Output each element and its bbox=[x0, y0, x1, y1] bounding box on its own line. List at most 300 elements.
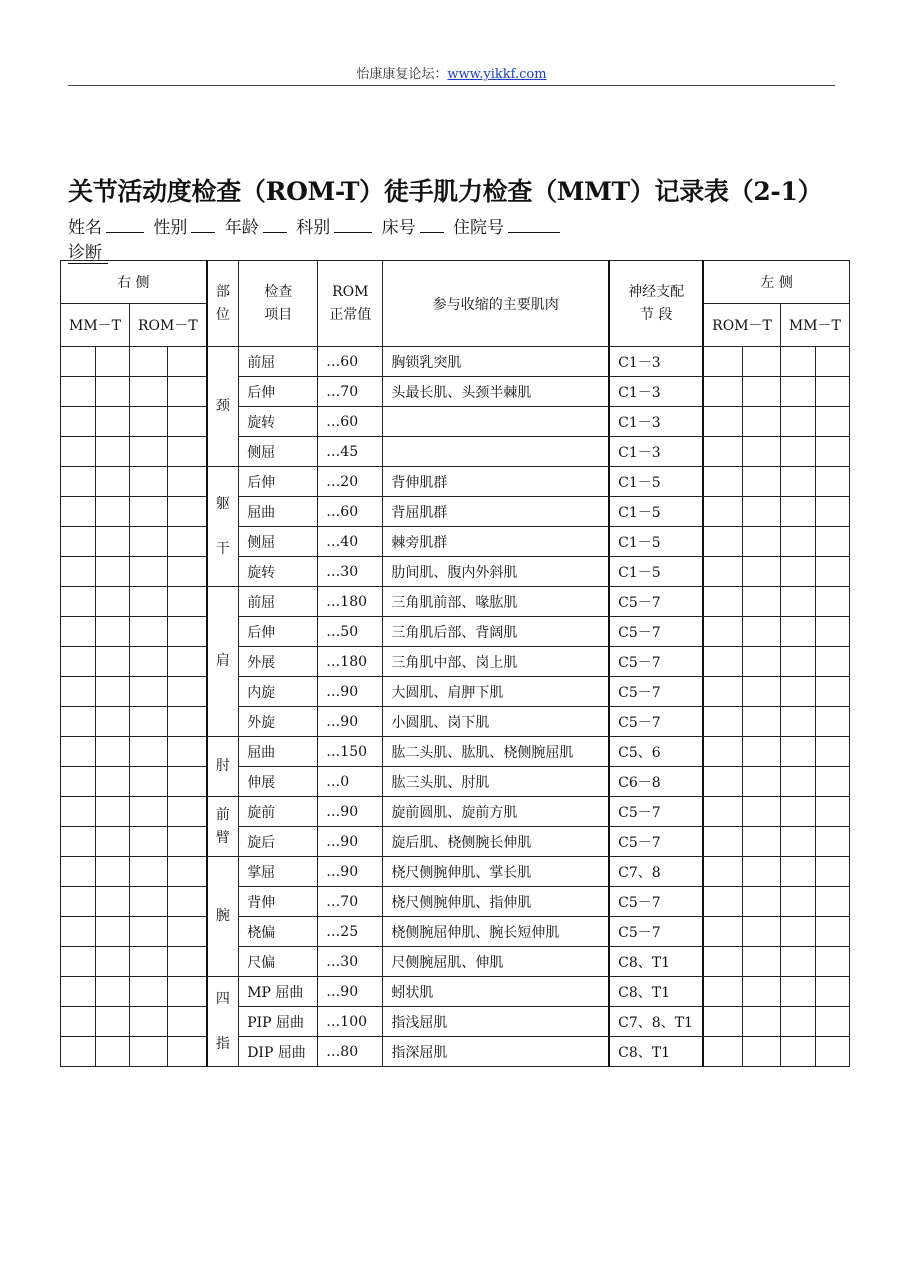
dept-label: 科别 bbox=[296, 218, 331, 238]
left-mmt-cell[interactable] bbox=[815, 497, 849, 527]
right-romt-cell[interactable] bbox=[130, 767, 168, 797]
right-romt-cell[interactable] bbox=[130, 947, 168, 977]
muscle-cell: 大圆肌、肩胛下肌 bbox=[383, 677, 609, 707]
left-romt-cell[interactable] bbox=[703, 437, 742, 467]
rom-mmt-record-table bbox=[60, 260, 850, 1067]
right-mmt-cell[interactable] bbox=[61, 587, 96, 617]
table-row bbox=[61, 617, 850, 647]
right-mmt-cell[interactable] bbox=[61, 1037, 96, 1067]
left-mmt-cell[interactable] bbox=[815, 557, 849, 587]
right-mmt-cell[interactable] bbox=[61, 377, 96, 407]
body-part-cell: 腕 bbox=[207, 857, 239, 977]
left-mmt-cell[interactable] bbox=[780, 527, 815, 557]
right-romt-cell[interactable] bbox=[130, 407, 168, 437]
left-mmt-cell[interactable] bbox=[815, 527, 849, 557]
left-romt-cell[interactable] bbox=[703, 917, 742, 947]
left-romt-cell[interactable] bbox=[703, 497, 742, 527]
right-romt-cell[interactable] bbox=[130, 707, 168, 737]
muscle-cell: 桡侧腕屈伸肌、腕长短伸肌 bbox=[383, 917, 609, 947]
left-mmt-cell[interactable] bbox=[780, 587, 815, 617]
right-mmt-header: MM－T bbox=[61, 304, 130, 347]
left-romt-cell[interactable] bbox=[742, 947, 780, 977]
rom-normal-cell: …60 bbox=[318, 347, 383, 377]
right-romt-cell[interactable] bbox=[168, 677, 207, 707]
right-romt-cell[interactable] bbox=[168, 407, 207, 437]
muscle-cell: 肱二头肌、肱肌、桡侧腕屈肌 bbox=[383, 737, 609, 767]
right-mmt-cell[interactable] bbox=[96, 767, 130, 797]
nerve-cell: C8、T1 bbox=[609, 977, 703, 1007]
table-row bbox=[61, 347, 850, 377]
right-mmt-cell[interactable] bbox=[61, 977, 96, 1007]
body-part-cell: 颈 bbox=[207, 347, 239, 467]
right-romt-cell[interactable] bbox=[130, 467, 168, 497]
left-mmt-cell[interactable] bbox=[815, 887, 849, 917]
right-mmt-cell[interactable] bbox=[61, 617, 96, 647]
left-romt-cell[interactable] bbox=[742, 767, 780, 797]
admission-label: 住院号 bbox=[453, 218, 505, 238]
muscle-cell: 三角肌后部、背阔肌 bbox=[383, 617, 609, 647]
right-mmt-cell[interactable] bbox=[96, 797, 130, 827]
right-mmt-cell[interactable] bbox=[96, 347, 130, 377]
right-romt-cell[interactable] bbox=[168, 527, 207, 557]
sex-label: 性别 bbox=[153, 218, 188, 238]
table-row bbox=[61, 467, 850, 497]
left-mmt-cell[interactable] bbox=[815, 407, 849, 437]
left-romt-cell[interactable] bbox=[742, 527, 780, 557]
right-mmt-cell[interactable] bbox=[96, 977, 130, 1007]
left-mmt-cell[interactable] bbox=[780, 677, 815, 707]
body-part-cell: 肘 bbox=[207, 737, 239, 797]
left-romt-cell[interactable] bbox=[703, 527, 742, 557]
table-row bbox=[61, 857, 850, 887]
left-mmt-cell[interactable] bbox=[815, 377, 849, 407]
left-romt-cell[interactable] bbox=[742, 557, 780, 587]
left-romt-cell[interactable] bbox=[742, 377, 780, 407]
left-mmt-cell[interactable] bbox=[815, 587, 849, 617]
left-mmt-cell[interactable] bbox=[780, 797, 815, 827]
right-mmt-cell[interactable] bbox=[61, 527, 96, 557]
left-mmt-cell[interactable] bbox=[780, 377, 815, 407]
movement-cell: 外旋 bbox=[239, 707, 318, 737]
left-romt-cell[interactable] bbox=[742, 677, 780, 707]
right-romt-cell[interactable] bbox=[130, 737, 168, 767]
right-mmt-cell[interactable] bbox=[61, 887, 96, 917]
right-mmt-cell[interactable] bbox=[61, 947, 96, 977]
left-mmt-cell[interactable] bbox=[780, 647, 815, 677]
rom-normal-cell: …150 bbox=[318, 737, 383, 767]
left-romt-cell[interactable] bbox=[742, 497, 780, 527]
muscle-cell: 背伸肌群 bbox=[383, 467, 609, 497]
rom-normal-cell: …90 bbox=[318, 677, 383, 707]
left-romt-cell[interactable] bbox=[703, 887, 742, 917]
table-row bbox=[61, 767, 850, 797]
muscle-cell: 肱三头肌、肘肌 bbox=[383, 767, 609, 797]
left-romt-cell[interactable] bbox=[703, 707, 742, 737]
left-mmt-cell[interactable] bbox=[780, 1037, 815, 1067]
age-field[interactable] bbox=[263, 218, 287, 233]
right-romt-cell[interactable] bbox=[130, 617, 168, 647]
table-row bbox=[61, 527, 850, 557]
admission-field[interactable] bbox=[508, 218, 560, 233]
right-mmt-cell[interactable] bbox=[96, 887, 130, 917]
left-romt-cell[interactable] bbox=[703, 797, 742, 827]
right-romt-cell[interactable] bbox=[130, 437, 168, 467]
nerve-cell: C5、6 bbox=[609, 737, 703, 767]
right-romt-cell[interactable] bbox=[168, 617, 207, 647]
forum-link[interactable]: www.yikkf.com bbox=[447, 67, 547, 82]
body-part-cell: 躯 干 bbox=[207, 467, 239, 587]
left-romt-cell[interactable] bbox=[703, 407, 742, 437]
left-romt-cell[interactable] bbox=[742, 977, 780, 1007]
patient-info-line bbox=[68, 213, 564, 238]
nerve-cell: C1－5 bbox=[609, 527, 703, 557]
left-mmt-cell[interactable] bbox=[780, 767, 815, 797]
muscle-cell: 旋后肌、桡侧腕长伸肌 bbox=[383, 827, 609, 857]
right-mmt-cell[interactable] bbox=[96, 827, 130, 857]
sex-field[interactable] bbox=[191, 218, 215, 233]
left-mmt-cell[interactable] bbox=[815, 767, 849, 797]
right-romt-cell[interactable] bbox=[168, 857, 207, 887]
left-romt-cell[interactable] bbox=[703, 737, 742, 767]
muscle-cell: 三角肌前部、喙肱肌 bbox=[383, 587, 609, 617]
nerve-cell: C7、8 bbox=[609, 857, 703, 887]
right-romt-cell[interactable] bbox=[130, 557, 168, 587]
right-mmt-cell[interactable] bbox=[96, 437, 130, 467]
table-row bbox=[61, 737, 850, 767]
left-mmt-cell[interactable] bbox=[780, 437, 815, 467]
right-romt-cell[interactable] bbox=[130, 587, 168, 617]
left-romt-cell[interactable] bbox=[703, 827, 742, 857]
right-mmt-cell[interactable] bbox=[96, 467, 130, 497]
right-romt-cell[interactable] bbox=[168, 797, 207, 827]
rom-normal-cell: …45 bbox=[318, 437, 383, 467]
left-romt-cell[interactable] bbox=[703, 857, 742, 887]
movement-cell: MP 屈曲 bbox=[239, 977, 318, 1007]
left-mmt-cell[interactable] bbox=[780, 827, 815, 857]
right-mmt-cell[interactable] bbox=[96, 1007, 130, 1037]
right-romt-cell[interactable] bbox=[130, 347, 168, 377]
rom-normal-cell: …0 bbox=[318, 767, 383, 797]
left-mmt-cell[interactable] bbox=[780, 737, 815, 767]
body-part-cell: 肩 bbox=[207, 587, 239, 737]
left-romt-cell[interactable] bbox=[703, 977, 742, 1007]
name-label: 姓名 bbox=[68, 218, 102, 238]
left-mmt-cell[interactable] bbox=[780, 467, 815, 497]
right-mmt-cell[interactable] bbox=[96, 707, 130, 737]
left-mmt-cell[interactable] bbox=[815, 947, 849, 977]
right-romt-cell[interactable] bbox=[130, 917, 168, 947]
right-romt-cell[interactable] bbox=[168, 917, 207, 947]
left-romt-cell[interactable] bbox=[703, 587, 742, 617]
left-mmt-cell[interactable] bbox=[780, 857, 815, 887]
left-romt-cell[interactable] bbox=[742, 827, 780, 857]
left-romt-cell[interactable] bbox=[703, 647, 742, 677]
left-mmt-cell[interactable] bbox=[780, 497, 815, 527]
right-romt-cell[interactable] bbox=[168, 647, 207, 677]
left-romt-cell[interactable] bbox=[742, 1037, 780, 1067]
right-romt-cell[interactable] bbox=[130, 377, 168, 407]
left-mmt-cell[interactable] bbox=[815, 797, 849, 827]
movement-cell: 侧屈 bbox=[239, 437, 318, 467]
right-mmt-cell[interactable] bbox=[96, 917, 130, 947]
right-mmt-cell[interactable] bbox=[61, 857, 96, 887]
left-mmt-cell[interactable] bbox=[780, 347, 815, 377]
rom-normal-cell: …60 bbox=[318, 497, 383, 527]
right-romt-cell[interactable] bbox=[168, 587, 207, 617]
muscle-cell: 指深屈肌 bbox=[383, 1037, 609, 1067]
table-row bbox=[61, 947, 850, 977]
right-mmt-cell[interactable] bbox=[96, 677, 130, 707]
right-mmt-cell[interactable] bbox=[61, 437, 96, 467]
nerve-cell: C5－7 bbox=[609, 587, 703, 617]
dept-field[interactable] bbox=[334, 218, 372, 233]
document-title: 关节活动度检查（ROM-T）徒手肌力检查（MMT）记录表（2-1） bbox=[68, 177, 823, 206]
right-mmt-cell[interactable] bbox=[96, 947, 130, 977]
left-mmt-cell[interactable] bbox=[780, 887, 815, 917]
right-romt-cell[interactable] bbox=[168, 437, 207, 467]
right-romt-cell[interactable] bbox=[168, 347, 207, 377]
nerve-cell: C1－3 bbox=[609, 437, 703, 467]
right-romt-cell[interactable] bbox=[168, 707, 207, 737]
right-mmt-cell[interactable] bbox=[61, 737, 96, 767]
right-romt-cell[interactable] bbox=[130, 497, 168, 527]
age-label: 年龄 bbox=[224, 218, 259, 238]
rom-normal-cell: …20 bbox=[318, 467, 383, 497]
left-romt-header: ROM－T bbox=[703, 304, 780, 347]
part-header: 部 位 bbox=[207, 261, 239, 347]
movement-cell: 后伸 bbox=[239, 377, 318, 407]
muscle-cell: 胸锁乳突肌 bbox=[383, 347, 609, 377]
right-mmt-cell[interactable] bbox=[96, 737, 130, 767]
left-mmt-cell[interactable] bbox=[780, 1007, 815, 1037]
left-romt-cell[interactable] bbox=[703, 1037, 742, 1067]
table-row bbox=[61, 1037, 850, 1067]
right-romt-cell[interactable] bbox=[130, 797, 168, 827]
right-romt-cell[interactable] bbox=[130, 887, 168, 917]
right-romt-cell[interactable] bbox=[168, 947, 207, 977]
muscle-cell: 肋间肌、腹内外斜肌 bbox=[383, 557, 609, 587]
right-romt-cell[interactable] bbox=[130, 677, 168, 707]
movement-cell: 侧屈 bbox=[239, 527, 318, 557]
diagnosis-label[interactable]: 诊断 bbox=[68, 243, 108, 264]
right-side-header: 右 侧 bbox=[61, 261, 207, 304]
left-mmt-cell[interactable] bbox=[815, 917, 849, 947]
left-mmt-cell[interactable] bbox=[815, 1037, 849, 1067]
left-mmt-cell[interactable] bbox=[815, 617, 849, 647]
left-romt-cell[interactable] bbox=[742, 887, 780, 917]
left-romt-cell[interactable] bbox=[742, 467, 780, 497]
right-mmt-cell[interactable] bbox=[61, 497, 96, 527]
muscle-cell: 背屈肌群 bbox=[383, 497, 609, 527]
left-mmt-cell[interactable] bbox=[815, 437, 849, 467]
right-romt-cell[interactable] bbox=[168, 977, 207, 1007]
right-mmt-cell[interactable] bbox=[96, 407, 130, 437]
rom-normal-cell: …180 bbox=[318, 647, 383, 677]
left-romt-cell[interactable] bbox=[742, 617, 780, 647]
right-mmt-cell[interactable] bbox=[61, 917, 96, 947]
left-mmt-cell[interactable] bbox=[780, 707, 815, 737]
right-mmt-cell[interactable] bbox=[96, 557, 130, 587]
left-mmt-cell[interactable] bbox=[780, 617, 815, 647]
movement-cell: 掌屈 bbox=[239, 857, 318, 887]
right-mmt-cell[interactable] bbox=[61, 827, 96, 857]
left-romt-cell[interactable] bbox=[703, 467, 742, 497]
right-romt-cell[interactable] bbox=[168, 1037, 207, 1067]
right-mmt-cell[interactable] bbox=[96, 587, 130, 617]
left-romt-cell[interactable] bbox=[703, 947, 742, 977]
left-mmt-cell[interactable] bbox=[815, 677, 849, 707]
right-romt-cell[interactable] bbox=[130, 857, 168, 887]
left-mmt-cell[interactable] bbox=[815, 647, 849, 677]
right-romt-cell[interactable] bbox=[168, 767, 207, 797]
bed-field[interactable] bbox=[420, 218, 444, 233]
rom-normal-cell: …30 bbox=[318, 947, 383, 977]
nerve-cell: C5－7 bbox=[609, 677, 703, 707]
nerve-cell: C1－5 bbox=[609, 497, 703, 527]
table-row bbox=[61, 707, 850, 737]
nerve-cell: C5－7 bbox=[609, 827, 703, 857]
left-romt-cell[interactable] bbox=[703, 557, 742, 587]
left-romt-cell[interactable] bbox=[703, 1007, 742, 1037]
left-mmt-cell[interactable] bbox=[815, 707, 849, 737]
movement-cell: 前屈 bbox=[239, 347, 318, 377]
nerve-cell: C1－5 bbox=[609, 467, 703, 497]
right-romt-cell[interactable] bbox=[130, 647, 168, 677]
movement-cell: 前屈 bbox=[239, 587, 318, 617]
right-romt-cell[interactable] bbox=[168, 827, 207, 857]
movement-cell: 外展 bbox=[239, 647, 318, 677]
muscle-cell: 尺侧腕屈肌、伸肌 bbox=[383, 947, 609, 977]
right-mmt-cell[interactable] bbox=[96, 527, 130, 557]
left-side-header: 左 侧 bbox=[703, 261, 849, 304]
left-mmt-cell[interactable] bbox=[815, 857, 849, 887]
right-romt-cell[interactable] bbox=[168, 557, 207, 587]
left-romt-cell[interactable] bbox=[742, 347, 780, 377]
right-mmt-cell[interactable] bbox=[96, 857, 130, 887]
rom-normal-cell: …100 bbox=[318, 1007, 383, 1037]
rom-normal-cell: …40 bbox=[318, 527, 383, 557]
left-mmt-cell[interactable] bbox=[815, 737, 849, 767]
movement-cell: 背伸 bbox=[239, 887, 318, 917]
left-mmt-cell[interactable] bbox=[780, 947, 815, 977]
left-mmt-cell[interactable] bbox=[815, 1007, 849, 1037]
right-romt-cell[interactable] bbox=[168, 1007, 207, 1037]
right-mmt-cell[interactable] bbox=[96, 1037, 130, 1067]
left-romt-cell[interactable] bbox=[742, 647, 780, 677]
body-part-cell: 前 臂 bbox=[207, 797, 239, 857]
right-romt-cell[interactable] bbox=[130, 527, 168, 557]
name-field[interactable] bbox=[106, 218, 144, 233]
left-romt-cell[interactable] bbox=[742, 1007, 780, 1037]
right-romt-cell[interactable] bbox=[168, 467, 207, 497]
movement-cell: 后伸 bbox=[239, 617, 318, 647]
left-romt-cell[interactable] bbox=[703, 347, 742, 377]
nerve-cell: C7、8、T1 bbox=[609, 1007, 703, 1037]
left-mmt-cell[interactable] bbox=[780, 407, 815, 437]
header-prefix: 怡康康复论坛： bbox=[356, 67, 448, 82]
right-romt-cell[interactable] bbox=[168, 887, 207, 917]
left-romt-cell[interactable] bbox=[742, 737, 780, 767]
movement-cell: 屈曲 bbox=[239, 737, 318, 767]
left-mmt-cell[interactable] bbox=[815, 467, 849, 497]
left-romt-cell[interactable] bbox=[742, 797, 780, 827]
rom-normal-header: ROM 正常值 bbox=[318, 261, 383, 347]
right-mmt-cell[interactable] bbox=[61, 1007, 96, 1037]
right-mmt-cell[interactable] bbox=[61, 557, 96, 587]
muscle-cell: 旋前圆肌、旋前方肌 bbox=[383, 797, 609, 827]
right-romt-cell[interactable] bbox=[130, 1037, 168, 1067]
left-romt-cell[interactable] bbox=[703, 767, 742, 797]
right-mmt-cell[interactable] bbox=[61, 797, 96, 827]
left-mmt-cell[interactable] bbox=[815, 827, 849, 857]
right-romt-cell[interactable] bbox=[130, 977, 168, 1007]
rom-normal-cell: …70 bbox=[318, 377, 383, 407]
muscle-cell bbox=[383, 437, 609, 467]
rom-normal-cell: …70 bbox=[318, 887, 383, 917]
right-mmt-cell[interactable] bbox=[96, 617, 130, 647]
left-romt-cell[interactable] bbox=[742, 917, 780, 947]
right-romt-cell[interactable] bbox=[168, 737, 207, 767]
table-body bbox=[61, 347, 850, 1067]
movement-cell: PIP 屈曲 bbox=[239, 1007, 318, 1037]
right-mmt-cell[interactable] bbox=[61, 707, 96, 737]
nerve-cell: C5－7 bbox=[609, 707, 703, 737]
right-mmt-cell[interactable] bbox=[96, 377, 130, 407]
right-mmt-cell[interactable] bbox=[61, 407, 96, 437]
rom-normal-cell: …50 bbox=[318, 617, 383, 647]
table-row bbox=[61, 497, 850, 527]
right-mmt-cell[interactable] bbox=[96, 647, 130, 677]
right-romt-cell[interactable] bbox=[168, 497, 207, 527]
right-mmt-cell[interactable] bbox=[61, 767, 96, 797]
left-mmt-cell[interactable] bbox=[780, 557, 815, 587]
right-mmt-cell[interactable] bbox=[61, 647, 96, 677]
right-mmt-cell[interactable] bbox=[61, 347, 96, 377]
left-romt-cell[interactable] bbox=[703, 617, 742, 647]
right-mmt-cell[interactable] bbox=[96, 497, 130, 527]
table-row bbox=[61, 887, 850, 917]
table-row bbox=[61, 917, 850, 947]
rom-normal-cell: …25 bbox=[318, 917, 383, 947]
table-row bbox=[61, 1007, 850, 1037]
right-mmt-cell[interactable] bbox=[61, 677, 96, 707]
nerve-cell: C8、T1 bbox=[609, 1037, 703, 1067]
right-romt-cell[interactable] bbox=[130, 1007, 168, 1037]
right-romt-header: ROM－T bbox=[130, 304, 207, 347]
left-romt-cell[interactable] bbox=[742, 437, 780, 467]
left-mmt-cell[interactable] bbox=[780, 977, 815, 1007]
muscle-cell: 棘旁肌群 bbox=[383, 527, 609, 557]
left-mmt-cell[interactable] bbox=[780, 917, 815, 947]
right-romt-cell[interactable] bbox=[168, 377, 207, 407]
left-mmt-cell[interactable] bbox=[815, 977, 849, 1007]
right-romt-cell[interactable] bbox=[130, 827, 168, 857]
left-romt-cell[interactable] bbox=[742, 857, 780, 887]
table-row bbox=[61, 377, 850, 407]
right-mmt-cell[interactable] bbox=[61, 467, 96, 497]
left-romt-cell[interactable] bbox=[703, 377, 742, 407]
nerve-cell: C1－3 bbox=[609, 377, 703, 407]
left-romt-cell[interactable] bbox=[703, 677, 742, 707]
movement-cell: 尺偏 bbox=[239, 947, 318, 977]
left-romt-cell[interactable] bbox=[742, 407, 780, 437]
left-mmt-cell[interactable] bbox=[815, 347, 849, 377]
left-romt-cell[interactable] bbox=[742, 707, 780, 737]
muscle-cell: 三角肌中部、岗上肌 bbox=[383, 647, 609, 677]
movement-cell: 屈曲 bbox=[239, 497, 318, 527]
left-romt-cell[interactable] bbox=[742, 587, 780, 617]
left-mmt-header: MM－T bbox=[780, 304, 849, 347]
